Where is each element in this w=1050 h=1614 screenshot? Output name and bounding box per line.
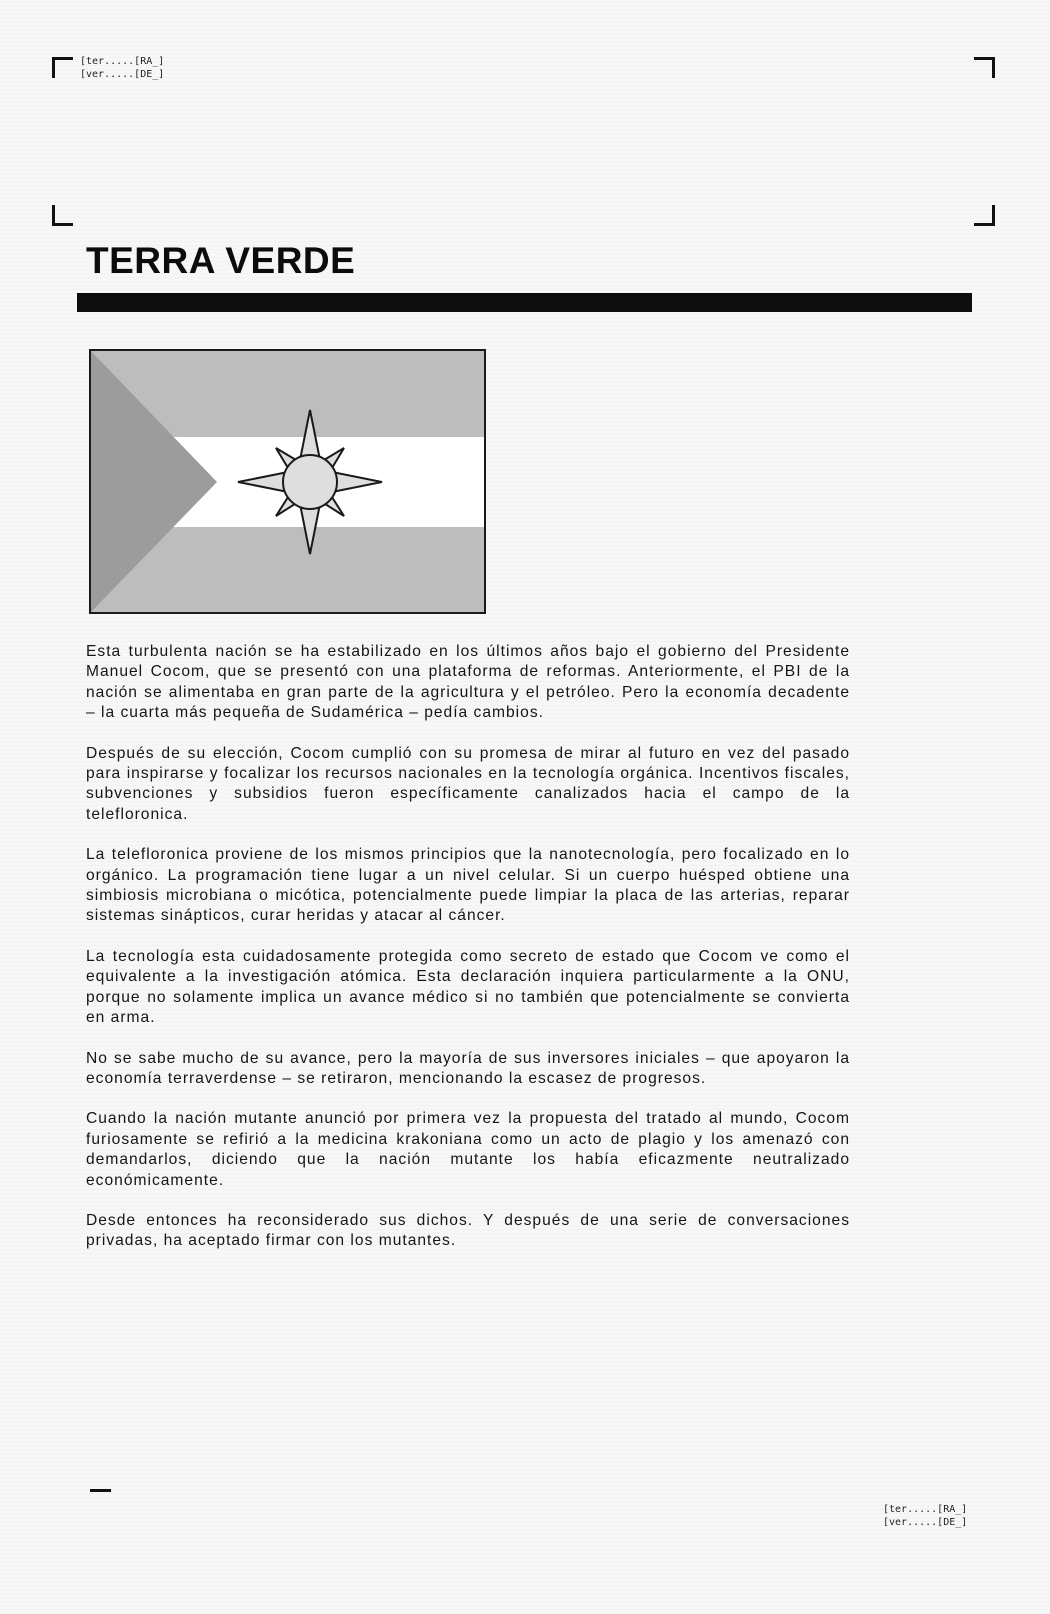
footer-tag-line-2: [ver.....[DE_] xyxy=(883,1517,968,1528)
paragraph: Después de su elección, Cocom cumplió con su promesa de mirar al futuro en vez del pasado para inspirarse y focalizar los recursos nacionales en la tecnología orgánica. Incentivos fiscales, subvenciones y subsidios fueron específicamente canalizados hacia el campo de la telefloronica. xyxy=(86,744,850,823)
crop-mark-top-right xyxy=(974,57,995,78)
crop-mark-bottom-right xyxy=(974,205,995,226)
header-tag-line-2: [ver.....[DE_] xyxy=(80,69,165,80)
paragraph: No se sabe mucho de su avance, pero la mayoría de sus inversores iniciales – que apoyaron la economía terraverdense – se retiraron, mencionando la escasez de progresos. xyxy=(86,1049,850,1087)
title-underline-bar xyxy=(77,293,972,312)
footer-tag-line-1: [ter.....[RA_] xyxy=(883,1504,968,1515)
article-body xyxy=(86,642,850,1272)
crop-mark-top-left xyxy=(52,57,73,78)
paragraph: La telefloronica proviene de los mismos principios que la nanotecnología, pero focalizado en lo orgánico. La programación tiene lugar a un nivel celular. Si un cuerpo huésped obtiene una simbiosis microbiana o micótica, potencialmente puede limpiar la placa de las arterias, reparar sistemas sinápticos, curar heridas y atacar al cáncer. xyxy=(86,846,850,925)
paragraph: Cuando la nación mutante anunció por primera vez la propuesta del tratado al mundo, Cocom furiosamente se refirió a la medicina krakoniana como un acto de plagio y los amenazó con demandarlos, diciendo que la nación mutante los había eficazmente neutralizado económicamente. xyxy=(86,1110,850,1189)
national-flag xyxy=(89,349,486,614)
paragraph: Desde entonces ha reconsiderado sus dichos. Y después de una serie de conversaciones privadas, ha aceptado firmar con los mutantes. xyxy=(86,1211,850,1250)
footer-tag xyxy=(883,1503,967,1529)
page-title: TERRA VERDE xyxy=(86,240,356,281)
crop-mark-bottom-left xyxy=(52,205,73,226)
paragraph: La tecnología esta cuidadosamente protegida como secreto de estado que Cocom ve como el equivalente a la investigación atómica. Esta declaración inquiera particularmente a la ONU, porque no solamente implica un avance médico si no también que potencialmente se convierta en arma. xyxy=(86,947,850,1027)
header-tag-line-1: [ter.....[RA_] xyxy=(80,56,165,67)
page-dash-marker xyxy=(90,1489,111,1492)
header-tag xyxy=(80,55,164,81)
paragraph: Esta turbulenta nación se ha estabilizado en los últimos años bajo el gobierno del Presidente Manuel Cocom, que se presentó con una plataforma de reformas. Anteriormente, el PBI de la nación se alimentaba en gran parte de la agricultura y el petróleo. Pero la economía decadente – la cuarta más pequeña de Sudamérica – pedía cambios. xyxy=(86,643,850,722)
